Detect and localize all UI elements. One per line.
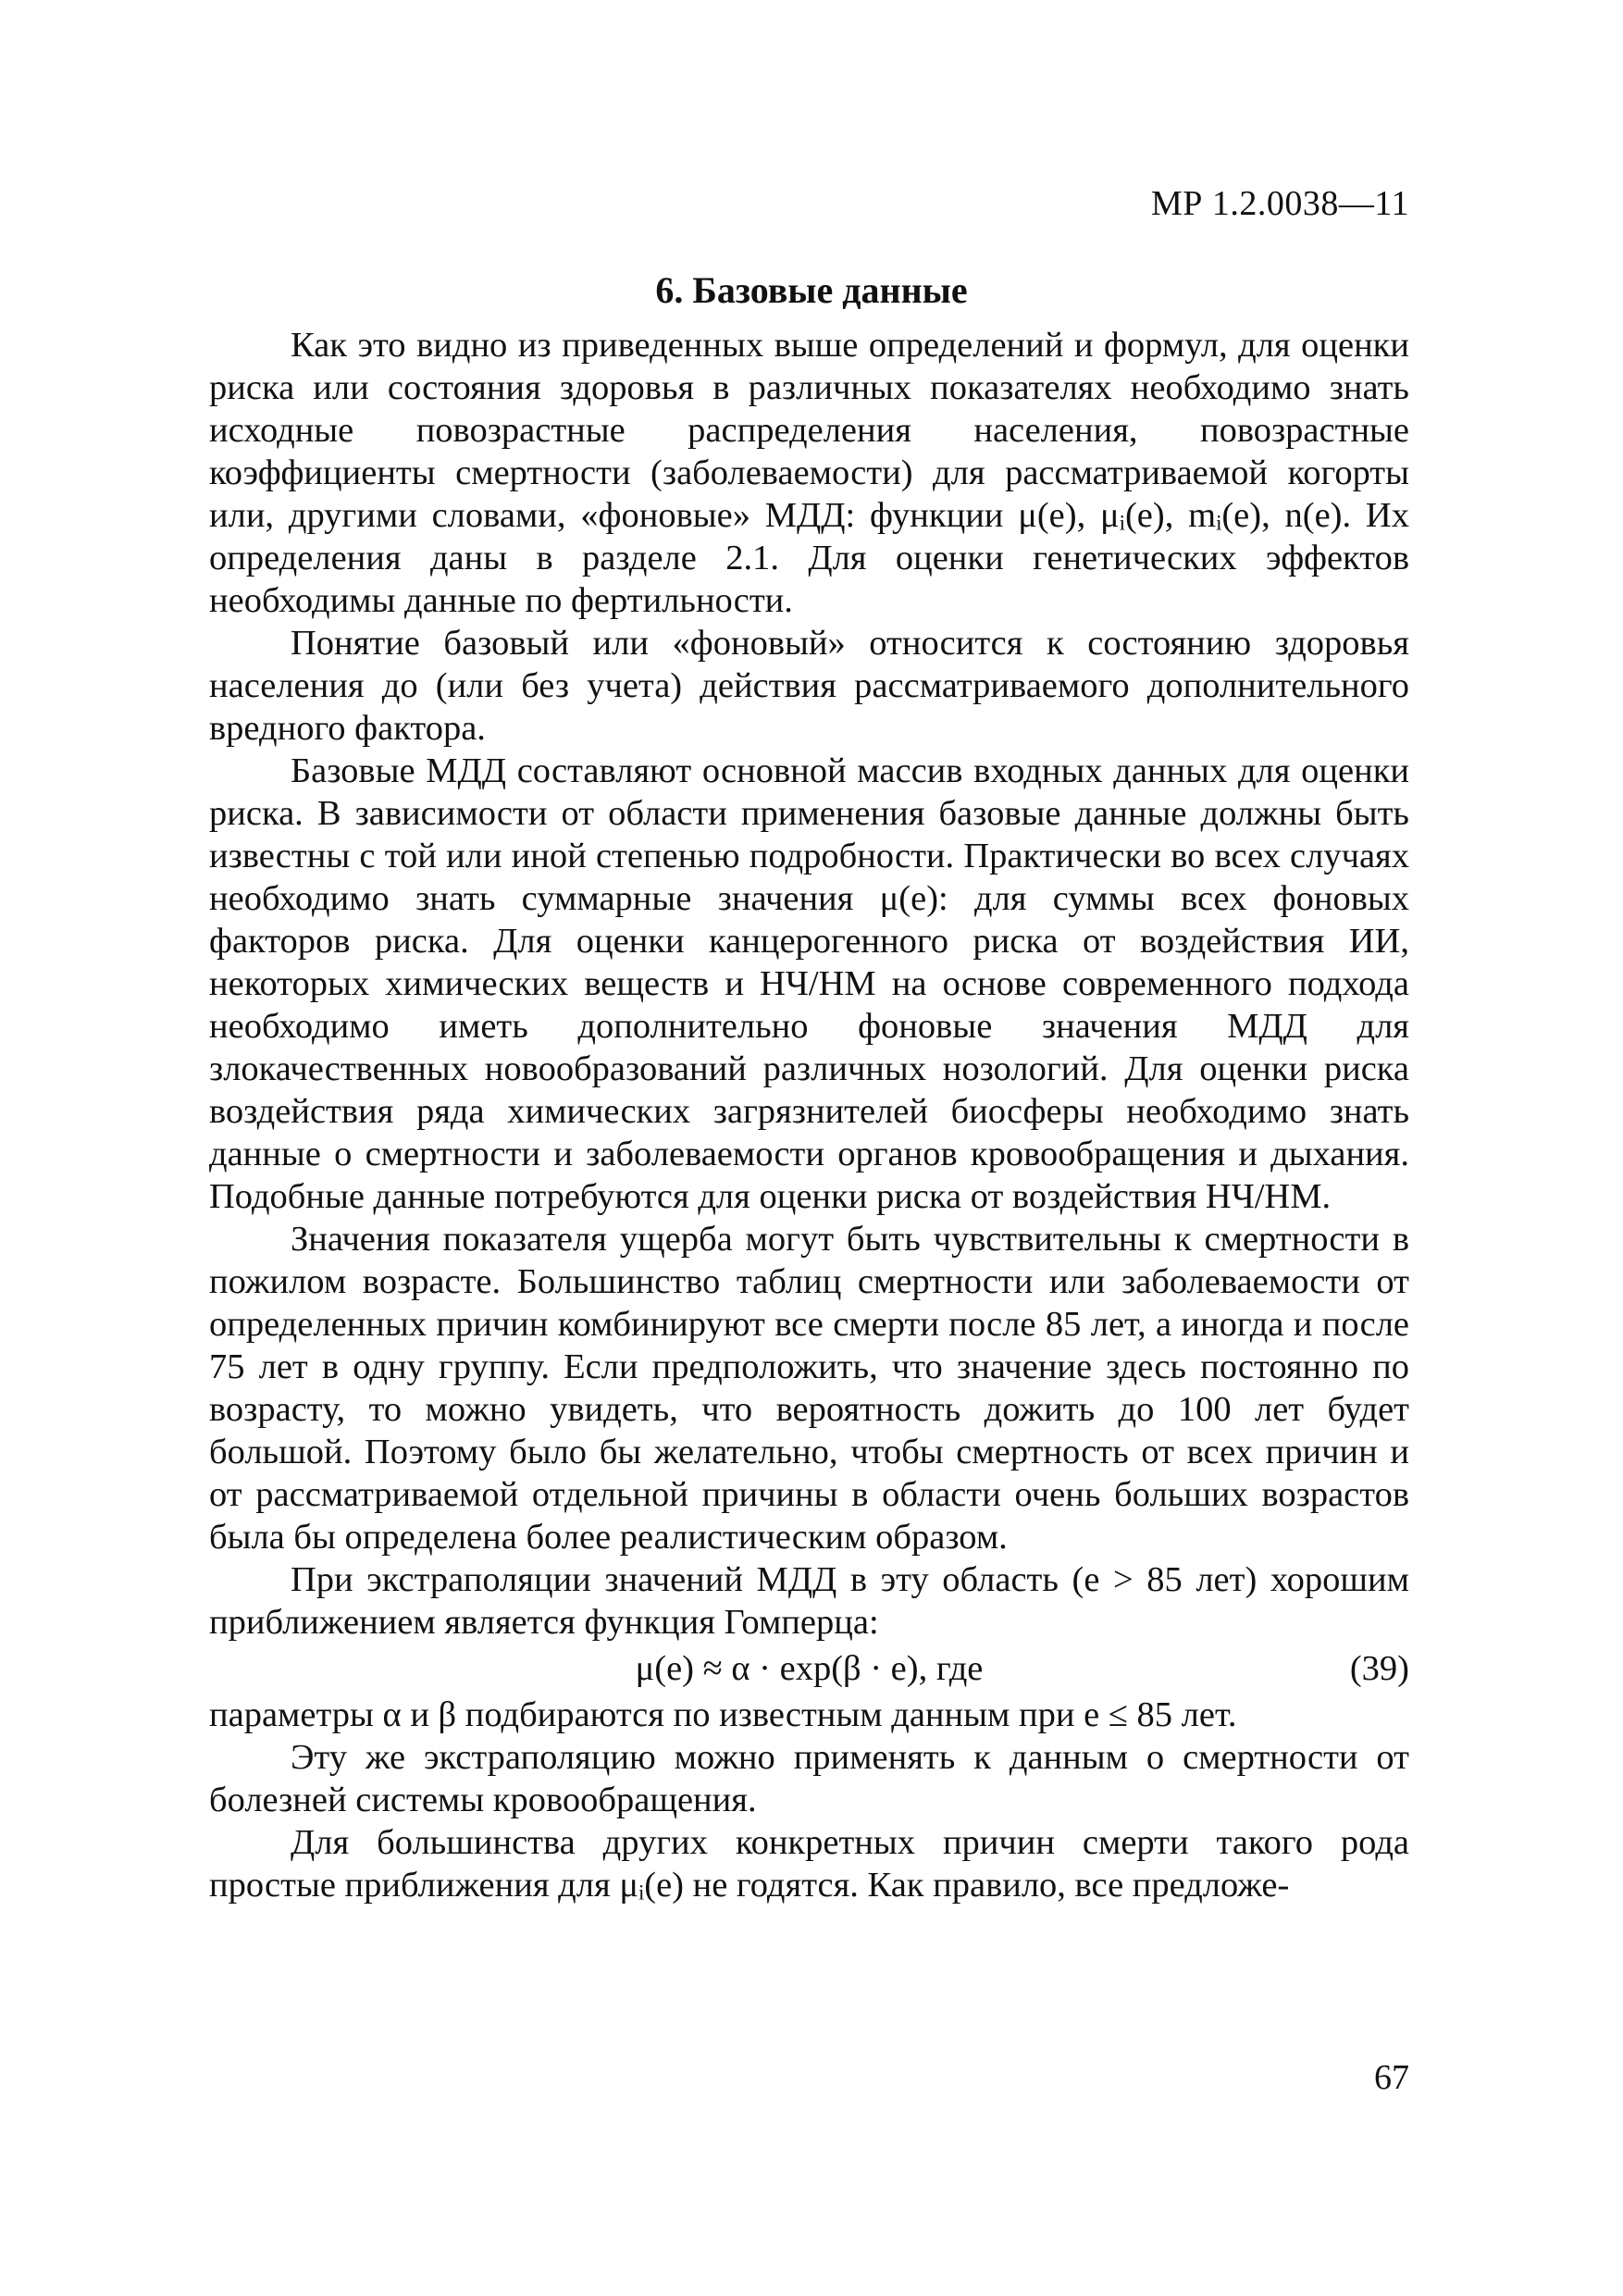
paragraph: Базовые МДД составляют основной массив входных данных для оценки риска. В зависимости от области применения базовые данные должны быть известны с той или иной степенью подробности. Практически во всех случаях необходимо знать суммарные значения μ(e): для суммы всех фоновых факторов риска. Для оценки канцерогенного риска от воздействия ИИ, некоторых химических веществ и НЧ/НМ на основе современного подхода необходимо иметь дополнительно фоновые значения МДД для злокачественных новообразований различных нозологий. Для оценки риска воздействия ряда химических загрязнителей биосферы необходимо знать данные о смертности и заболеваемости органов кровообращения и дыхания. Подобные данные потребуются для оценки риска от воздействия НЧ/НМ. <box>209 751 1409 1216</box>
paragraph: Как это видно из приведенных выше определений и формул, для оценки риска или состояния здоровья в различных показателях необходимо знать исходные повозрастные распределения населения, повозрастные коэффициенты смертности (заболеваемости) для рассматриваемой когорты или, другими словами, «фоновые» МДД: функции μ(e), μᵢ(e), mᵢ(e), n(e). Их определения даны в разделе 2.1. Для оценки генетических эффектов необходимы данные по фертильности. <box>209 326 1409 620</box>
paragraph: Значения показателя ущерба могут быть чувствительны к смертности в пожилом возрасте. Большинство таблиц смертности или заболеваемости от определенных причин комбинируют все смерти после 85 лет, а иногда и после 75 лет в одну группу. Если предположить, что значение здесь постоянно по возрасту, то можно увидеть, что вероятность дожить до 100 лет будет большой. Поэтому было бы желательно, чтобы смертность от всех причин и от рассматриваемой отдельной причины в области очень больших возрастов была бы определена более реалистическим образом. <box>209 1220 1409 1557</box>
section-title: 6. Базовые данные <box>655 269 968 311</box>
formula-line <box>209 1647 1409 1690</box>
gompertz-formula: μ(e) ≈ α · exp(β · e), где <box>635 1649 984 1688</box>
paragraph: Эту же экстраполяцию можно применять к данным о смертности от болезней системы кровообращения. <box>209 1738 1409 1819</box>
paragraph: При экстраполяции значений МДД в эту область (e > 85 лет) хорошим приближением является функция Гомперца: <box>209 1560 1409 1642</box>
paragraph: Для большинства других конкретных причин смерти такого рода простые приближения для μᵢ(e) не годятся. Как правило, все предложе- <box>209 1823 1409 1905</box>
document-code: МР 1.2.0038—11 <box>1150 184 1409 223</box>
body-text <box>209 324 1409 1906</box>
paragraph: параметры α и β подбираются по известным данным при e ≤ 85 лет. <box>209 1695 1237 1734</box>
paragraph: Понятие базовый или «фоновый» относится к состоянию здоровья населения до (или без учета) действия рассматриваемого дополнительного вредного фактора. <box>209 624 1409 748</box>
formula-number: (39) <box>1349 1649 1409 1688</box>
page-number: 67 <box>1374 2058 1409 2097</box>
